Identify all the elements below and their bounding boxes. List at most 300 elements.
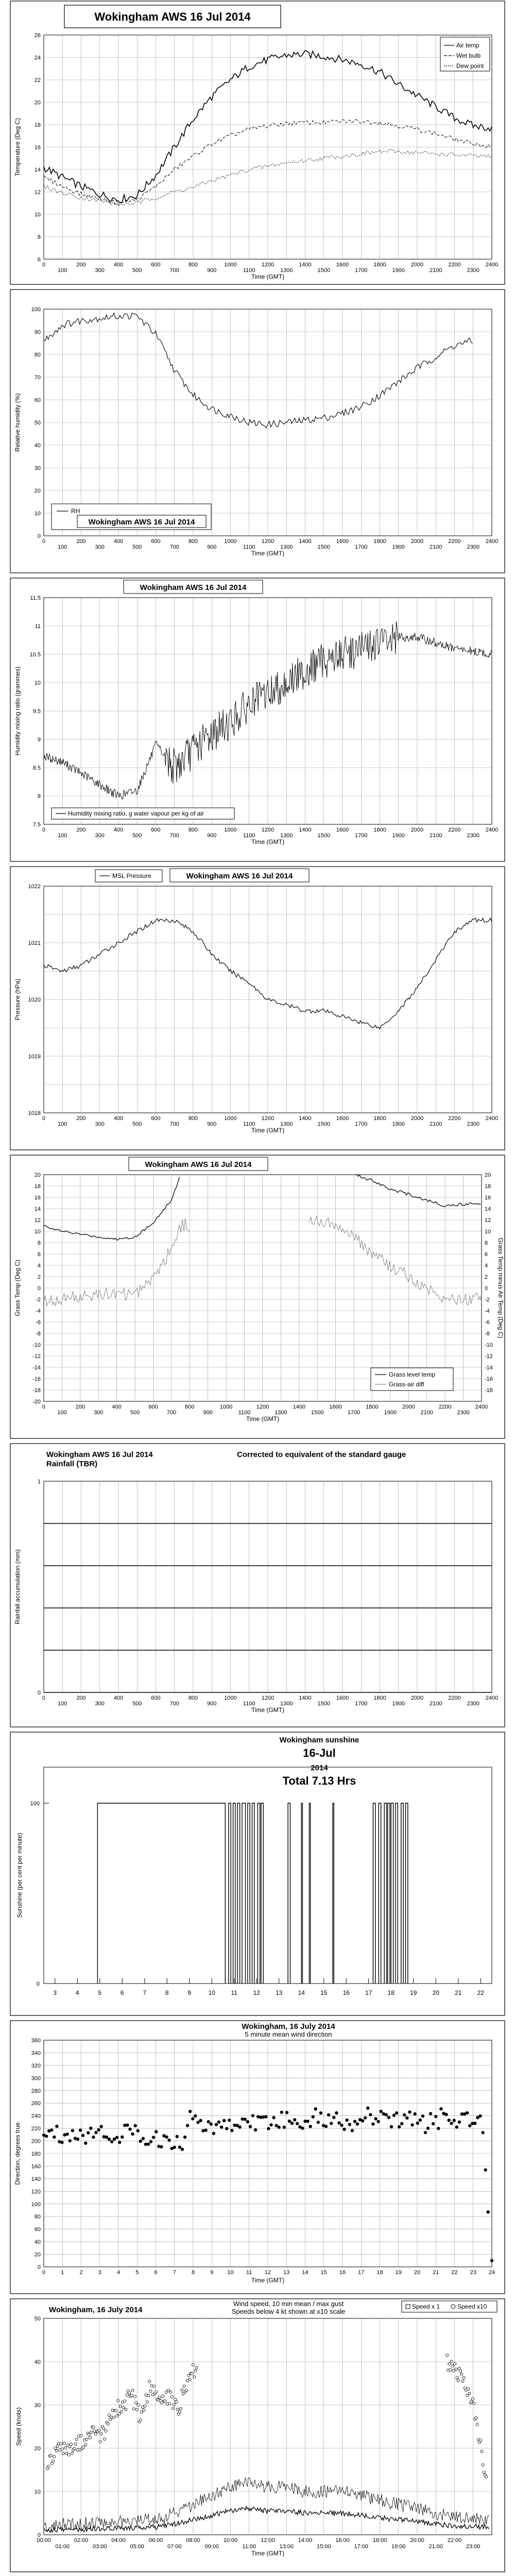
x-tick-label: 2300 xyxy=(467,267,479,274)
x-tick-label: 200 xyxy=(76,538,86,545)
y2-tick-label: 0 xyxy=(485,1285,488,1292)
speed-x10-point xyxy=(195,2366,198,2369)
x-tick-label: 1 xyxy=(61,2269,64,2276)
x-tick-label: 500 xyxy=(130,1410,140,1416)
chart-subtitle: Wind speed, 10 min mean / max gust xyxy=(233,2300,344,2308)
x-tick-label: 1600 xyxy=(336,827,349,833)
chart-title: Wokingham AWS 16 Jul 2014 xyxy=(46,1450,153,1459)
x-tick-label: 1400 xyxy=(299,1695,312,1701)
speed-x10-point xyxy=(187,2374,190,2377)
x-tick-label: 7 xyxy=(143,1989,147,1996)
y-tick-label: 0 xyxy=(37,533,41,539)
x-tick-label: 12 xyxy=(253,1989,260,1996)
x-tick-label: 15 xyxy=(320,1989,328,1996)
speed-x10-point xyxy=(64,2447,66,2449)
speed-x10-point xyxy=(52,2460,55,2463)
wind-direction-point xyxy=(220,2126,223,2129)
x-axis-label: Time (GMT) xyxy=(251,2550,285,2557)
x-tick-label: 1000 xyxy=(219,1404,233,1410)
wind-direction-point xyxy=(272,2116,275,2119)
y2-tick-label: -6 xyxy=(485,1319,490,1326)
speed-x10-point xyxy=(479,2439,482,2442)
x-tick-label: 600 xyxy=(148,1404,158,1410)
x-tick-label: 1700 xyxy=(347,1410,360,1416)
wind-direction-point xyxy=(453,2119,456,2122)
wind-direction-point xyxy=(154,2130,158,2133)
x-tick-label: 300 xyxy=(95,544,105,550)
y-tick-label: -8 xyxy=(36,1331,41,1337)
speed-x10-point xyxy=(89,2436,91,2439)
y2-tick-label: -10 xyxy=(485,1342,493,1348)
speed-x10-point xyxy=(88,2433,90,2436)
speed-x10-point xyxy=(168,2402,171,2405)
x-tick-label: 1400 xyxy=(299,1115,312,1122)
x-tick-label: 1400 xyxy=(299,262,312,268)
x-tick-label: 1900 xyxy=(392,1701,405,1707)
wind-direction-point xyxy=(308,2125,312,2128)
legend-swatch xyxy=(451,2304,455,2309)
legend-label: Dew point xyxy=(456,62,484,70)
y-tick-label: 18 xyxy=(34,1183,41,1190)
x-tick-label: 14:00 xyxy=(298,2537,313,2544)
x-tick-label: 06:00 xyxy=(148,2537,163,2544)
y-tick-label: 22 xyxy=(34,77,41,83)
wind-direction-point xyxy=(395,2111,398,2114)
speed-x10-point xyxy=(191,2372,193,2375)
chart-title: Wokingham, 16 July 2014 xyxy=(49,2306,143,2314)
speed-x10-point xyxy=(188,2378,191,2381)
speed-x10-point xyxy=(55,2449,58,2452)
x-axis-label: Time (GMT) xyxy=(251,550,285,557)
y2-tick-label: 14 xyxy=(485,1206,491,1212)
y-tick-label: 30 xyxy=(34,465,41,471)
wind-direction-point xyxy=(374,2117,377,2120)
x-tick-label: 400 xyxy=(113,262,124,268)
speed-x10-point xyxy=(185,2389,187,2392)
x-tick-label: 1300 xyxy=(280,267,293,274)
x-tick-label: 1800 xyxy=(373,1695,386,1701)
x-tick-label: 5 xyxy=(98,1989,102,1996)
x-tick-label: 1100 xyxy=(243,1121,255,1127)
speed-x10-point xyxy=(124,2400,126,2402)
speed-x10-point xyxy=(459,2369,462,2372)
wind-direction-point xyxy=(126,2124,129,2127)
wind-direction-point xyxy=(183,2136,186,2139)
y-tick-label: 6 xyxy=(37,257,41,263)
speed-x10-point xyxy=(114,2409,117,2412)
wind-direction-point xyxy=(152,2136,155,2139)
wind-direction-point xyxy=(217,2121,220,2124)
speed-x10-point xyxy=(192,2363,194,2366)
y-axis-label: Rainfall accumulation (mm) xyxy=(14,1549,21,1624)
x-tick-label: 300 xyxy=(95,1701,105,1707)
y-tick-label: -18 xyxy=(32,1387,41,1394)
wind-direction-point xyxy=(340,2124,343,2127)
wind-direction-point xyxy=(222,2119,226,2122)
y2-tick-label: -2 xyxy=(485,1297,490,1303)
x-tick-label: 900 xyxy=(207,1701,217,1707)
x-tick-label: 16 xyxy=(342,1989,350,1996)
wind-direction-point xyxy=(53,2136,56,2139)
y-tick-label: 40 xyxy=(34,443,41,449)
y-tick-label: -12 xyxy=(32,1353,41,1360)
x-tick-label: 900 xyxy=(207,267,217,274)
y-tick-label: -10 xyxy=(32,1342,41,1348)
wind-direction-point xyxy=(60,2141,63,2144)
y-tick-label: 10 xyxy=(34,212,41,218)
x-tick-label: 0 xyxy=(42,2269,46,2276)
x-tick-label: 1100 xyxy=(243,544,255,550)
wind-direction-point xyxy=(160,2145,163,2148)
x-axis-label: Time (GMT) xyxy=(251,1127,285,1134)
speed-x10-point xyxy=(471,2398,474,2400)
pressure-chart xyxy=(0,866,515,1154)
speed-x10-point xyxy=(147,2394,149,2397)
wind-direction-point xyxy=(133,2124,136,2127)
speed-x10-point xyxy=(170,2396,173,2398)
x-tick-label: 400 xyxy=(112,1404,122,1410)
speed-x10-point xyxy=(171,2407,174,2410)
x-tick-label: 500 xyxy=(132,1701,142,1707)
x-tick-label: 700 xyxy=(169,1121,179,1127)
chart-subtitle: Rainfall (TBR) xyxy=(46,1460,98,1468)
x-tick-label: 1000 xyxy=(224,827,237,833)
y-tick-label: 360 xyxy=(31,2038,41,2044)
y-tick-label: 40 xyxy=(34,2359,41,2365)
wind-direction-point xyxy=(369,2113,372,2116)
y-tick-label: 16 xyxy=(34,144,41,151)
x-tick-label: 2300 xyxy=(457,1410,470,1416)
y-tick-label: -2 xyxy=(36,1297,41,1303)
chart-title: Wokingham AWS 16 Jul 2014 xyxy=(186,872,293,880)
y2-tick-label: 12 xyxy=(485,1217,491,1224)
x-tick-label: 17:00 xyxy=(354,2544,369,2550)
x-tick-label: 600 xyxy=(151,262,161,268)
x-tick-label: 2400 xyxy=(485,262,499,268)
legend-label: Grass level temp xyxy=(389,1371,436,1378)
wind-direction-point xyxy=(484,2168,487,2172)
y-tick-label: 0 xyxy=(37,1285,41,1292)
x-tick-label: 04:00 xyxy=(111,2537,126,2544)
x-tick-label: 14 xyxy=(298,1989,305,1996)
wind-direction-point xyxy=(312,2115,315,2118)
wind-direction-point xyxy=(290,2122,294,2125)
x-tick-label: 1000 xyxy=(224,262,237,268)
y-tick-label: -4 xyxy=(36,1308,41,1314)
speed-x10-point xyxy=(451,2365,454,2367)
x-tick-label: 900 xyxy=(203,1410,213,1416)
speed-x10-point xyxy=(169,2391,172,2394)
x-tick-label: 1300 xyxy=(280,1121,293,1127)
speed-x10-point xyxy=(100,2432,102,2435)
speed-x10-point xyxy=(449,2369,452,2371)
speed-x10-point xyxy=(67,2453,70,2456)
x-tick-label: 2200 xyxy=(448,1115,461,1122)
x-tick-label: 0 xyxy=(42,1115,46,1122)
wind-direction-point xyxy=(405,2116,408,2120)
speed-x10-point xyxy=(119,2405,122,2408)
x-tick-label: 400 xyxy=(113,538,124,545)
speed-x10-point xyxy=(62,2452,64,2455)
x-tick-label: 0 xyxy=(42,827,46,833)
speed-x10-point xyxy=(120,2410,123,2413)
x-tick-label: 700 xyxy=(169,544,179,550)
y-tick-label: 20 xyxy=(34,99,41,106)
y-tick-label: 26 xyxy=(34,32,41,39)
x-tick-label: 2000 xyxy=(410,538,424,545)
y-tick-label: 10.5 xyxy=(29,652,41,658)
y-tick-label: 8 xyxy=(37,793,41,800)
wind-direction-point xyxy=(118,2141,121,2144)
speed-x10-point xyxy=(482,2464,484,2466)
wind-direction-point xyxy=(267,2127,270,2130)
x-tick-label: 700 xyxy=(169,267,179,274)
y-tick-label: -14 xyxy=(32,1365,41,1371)
y2-tick-label: 16 xyxy=(485,1195,491,1201)
y-tick-label: 140 xyxy=(31,2176,41,2182)
wind-direction-point xyxy=(319,2111,322,2114)
wind-direction-point xyxy=(238,2125,241,2128)
wind-direction-point xyxy=(426,2127,430,2130)
x-tick-label: 1800 xyxy=(373,538,386,545)
wind-direction-point xyxy=(199,2119,202,2122)
wind-direction-point xyxy=(306,2120,309,2123)
x-tick-label: 700 xyxy=(166,1410,177,1416)
x-tick-label: 1300 xyxy=(280,544,293,550)
wind-direction-point xyxy=(429,2112,432,2115)
y-tick-label: 14 xyxy=(34,1206,41,1212)
y2-tick-label: -4 xyxy=(485,1308,490,1314)
x-tick-label: 13 xyxy=(283,2269,290,2276)
x-tick-label: 2300 xyxy=(467,833,479,839)
y-axis-label: Sunshine (per cent per minute) xyxy=(16,1833,23,1918)
x-tick-label: 18 xyxy=(376,2269,383,2276)
y-tick-label: 9 xyxy=(37,737,41,743)
x-tick-label: 1300 xyxy=(280,833,293,839)
x-tick-label: 1200 xyxy=(261,1115,274,1122)
wind-direction-point xyxy=(136,2129,140,2132)
speed-x10-point xyxy=(181,2388,183,2391)
speed-x10-point xyxy=(155,2391,158,2393)
x-tick-label: 1500 xyxy=(317,544,330,550)
x-tick-label: 100 xyxy=(58,1701,67,1707)
y-tick-label: 1019 xyxy=(28,1054,41,1060)
wind-direction-point xyxy=(84,2142,87,2145)
wind-direction-point xyxy=(176,2135,179,2138)
wind-direction-point xyxy=(356,2122,359,2125)
y2-tick-label: -16 xyxy=(485,1376,493,1382)
wind-direction-point xyxy=(293,2118,296,2121)
x-tick-label: 2000 xyxy=(410,1695,424,1701)
x-tick-label: 07:00 xyxy=(167,2544,182,2550)
chart-subtitle: 16-Jul xyxy=(303,1747,336,1759)
wind-direction-point xyxy=(131,2132,134,2136)
x-tick-label: 2200 xyxy=(448,538,461,545)
x-axis-label: Time (GMT) xyxy=(251,2277,285,2284)
wind-direction-point xyxy=(296,2122,299,2125)
speed-x10-point xyxy=(455,2368,457,2370)
x-tick-label: 09:00 xyxy=(204,2544,219,2550)
x-tick-label: 900 xyxy=(207,544,217,550)
chart-title: Wokingham AWS 16 Jul 2014 xyxy=(94,10,251,23)
x-tick-label: 2000 xyxy=(410,262,424,268)
wind-direction-point xyxy=(278,2126,281,2129)
speed-x10-point xyxy=(179,2407,182,2410)
wind-direction-point xyxy=(178,2146,181,2149)
y-tick-label: 16 xyxy=(34,1195,41,1201)
speed-x10-point xyxy=(108,2414,110,2416)
y-tick-label: 1020 xyxy=(28,997,41,1003)
y-tick-label: 60 xyxy=(34,397,41,403)
y-tick-label: 160 xyxy=(31,2163,41,2170)
speed-x10-point xyxy=(71,2452,74,2454)
x-tick-label: 500 xyxy=(132,267,142,274)
speed-x10-point xyxy=(473,2402,475,2404)
wind-direction-point xyxy=(139,2140,142,2143)
speed-x10-point xyxy=(125,2408,127,2411)
speed-x10-point xyxy=(164,2400,166,2402)
y-tick-label: 220 xyxy=(31,2126,41,2132)
x-axis-label: Time (GMT) xyxy=(246,1415,280,1422)
x-tick-label: 600 xyxy=(151,1115,161,1122)
x-tick-label: 1500 xyxy=(317,833,330,839)
wind-direction-point xyxy=(288,2120,291,2123)
wind-direction-point xyxy=(89,2127,92,2130)
x-tick-label: 14 xyxy=(302,2269,308,2276)
legend-label: Wet bulb xyxy=(456,52,481,59)
x-tick-label: 12:00 xyxy=(261,2537,275,2544)
speed-x10-point xyxy=(475,2416,477,2419)
y-tick-label: 12 xyxy=(34,1217,41,1224)
x-tick-label: 1700 xyxy=(355,267,368,274)
wind-direction-point xyxy=(76,2138,79,2141)
wind-direction-point xyxy=(455,2125,458,2128)
y-tick-label: 14 xyxy=(34,167,41,173)
speed-x10-point xyxy=(126,2394,128,2396)
wind-direction-point xyxy=(50,2128,53,2131)
x-tick-label: 2400 xyxy=(485,827,499,833)
wind-direction-point xyxy=(337,2121,340,2124)
y2-tick-label: -18 xyxy=(485,1387,493,1394)
y-tick-label: -6 xyxy=(36,1319,41,1326)
y-tick-label: 300 xyxy=(31,2075,41,2082)
x-tick-label: 00:00 xyxy=(37,2537,51,2544)
speed-x10-point xyxy=(193,2376,196,2378)
wind-direction-point xyxy=(230,2129,233,2132)
speed-x10-point xyxy=(148,2380,151,2383)
chart-title: Wokingham, 16 July 2014 xyxy=(242,2022,335,2031)
wind-direction-point xyxy=(403,2113,406,2116)
x-tick-label: 1900 xyxy=(384,1410,397,1416)
speed-x10-point xyxy=(116,2415,118,2417)
x-tick-label: 08:00 xyxy=(186,2537,200,2544)
x-tick-label: 1000 xyxy=(224,1115,237,1122)
y-tick-label: 0 xyxy=(37,1690,41,1696)
speed-x10-point xyxy=(468,2392,471,2395)
wind-direction-point xyxy=(68,2139,72,2142)
speed-x10-point xyxy=(53,2455,56,2458)
y-tick-label: 50 xyxy=(34,420,41,426)
speed-x10-point xyxy=(162,2395,164,2397)
wind-direction-point xyxy=(376,2120,380,2123)
x-tick-label: 1400 xyxy=(299,538,312,545)
x-tick-label: 15 xyxy=(320,2269,327,2276)
x-tick-label: 0 xyxy=(42,1695,46,1701)
x-tick-label: 2 xyxy=(79,2269,83,2276)
wind-direction-point xyxy=(390,2125,393,2128)
legend-label: MSL Pressure xyxy=(112,872,151,879)
x-tick-label: 1700 xyxy=(355,544,368,550)
wind-direction-point xyxy=(204,2129,207,2132)
x-tick-label: 1500 xyxy=(317,1121,330,1127)
wind-direction-point xyxy=(439,2107,442,2110)
speed-x10-point xyxy=(130,2394,133,2397)
x-tick-label: 2000 xyxy=(410,827,424,833)
wind-direction-point xyxy=(149,2140,152,2143)
wind-direction-point xyxy=(87,2131,90,2134)
y-tick-label: 1021 xyxy=(28,940,41,946)
y-tick-label: 40 xyxy=(34,2239,41,2246)
x-tick-label: 02:00 xyxy=(74,2537,89,2544)
x-tick-label: 1800 xyxy=(366,1404,379,1410)
x-tick-label: 2400 xyxy=(485,538,499,545)
y-tick-label: 9.5 xyxy=(32,708,41,715)
x-tick-label: 1000 xyxy=(224,1695,237,1701)
wind-direction-point xyxy=(142,2137,145,2140)
x-tick-label: 500 xyxy=(132,833,142,839)
wind-direction-point xyxy=(348,2123,351,2126)
wind-direction-point xyxy=(283,2126,286,2129)
speed-x10-point xyxy=(80,2434,82,2437)
x-tick-label: 11 xyxy=(246,2269,252,2276)
speed-x10-point xyxy=(134,2401,137,2404)
x-tick-label: 2000 xyxy=(410,1115,424,1122)
y-axis-label: Humidity mixing ratio (grammes) xyxy=(14,666,21,756)
wind-direction-point xyxy=(108,2138,111,2141)
x-tick-label: 1500 xyxy=(317,267,330,274)
wind-direction-point xyxy=(167,2139,170,2142)
x-tick-label: 12 xyxy=(264,2269,271,2276)
y-axis-label: Grass Temp (Deg C) xyxy=(14,1260,21,1316)
legend-label: Humidity mixing ratio, g water vapour per kg of air xyxy=(68,810,204,817)
speed-x10-point xyxy=(56,2445,59,2447)
wind-direction-point xyxy=(346,2119,349,2122)
wind-direction-point xyxy=(92,2136,95,2139)
wind-direction-point xyxy=(251,2114,254,2117)
y-tick-label: 340 xyxy=(31,2050,41,2057)
wind-direction-point xyxy=(317,2121,320,2124)
wind-direction-point xyxy=(413,2112,416,2115)
wind-direction-point xyxy=(228,2119,231,2122)
x-tick-label: 1400 xyxy=(293,1404,306,1410)
y2-tick-label: 18 xyxy=(485,1183,491,1190)
x-tick-label: 13 xyxy=(276,1989,283,1996)
legend-swatch xyxy=(406,2304,410,2309)
x-tick-label: 5 xyxy=(135,2269,139,2276)
y-tick-label: 10 xyxy=(34,1229,41,1235)
legend-label: Air temp xyxy=(456,42,479,49)
x-tick-label: 200 xyxy=(76,1115,86,1122)
wind-direction-point xyxy=(342,2128,346,2131)
y-tick-label: 50 xyxy=(34,2316,41,2322)
x-tick-label: 800 xyxy=(188,538,198,545)
y-tick-label: 10 xyxy=(34,680,41,686)
x-tick-label: 1800 xyxy=(373,1115,386,1122)
y-tick-label: 12 xyxy=(34,189,41,196)
speed-x10-point xyxy=(47,2465,50,2468)
y-tick-label: 0 xyxy=(37,2264,41,2270)
y-tick-label: 0 xyxy=(36,1981,40,1987)
